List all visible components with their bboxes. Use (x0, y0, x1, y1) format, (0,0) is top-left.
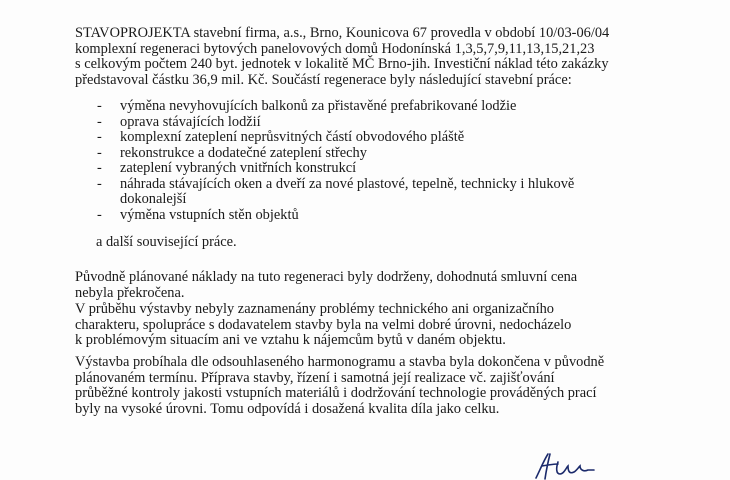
intro-line: představoval částku 36,9 mil. Kč. Součástí regenerace byly následující stavební práce: (75, 71, 572, 88)
cooperation-paragraph: V průběhu výstavby nebyly zaznamenány problémy technického ani organizačního charakteru, spolupráce s dodavatelem stavby byla na velmi dobré úrovni, nedocházelo k problémovým situacím ani ve vztahu k nájemcům bytů v daném objektu. (75, 301, 572, 348)
schedule-paragraph: Výstavba probíhala dle odsouhlaseného harmonogramu a stavba byla dokončena v původně plánovaném termínu. Příprava stavby, řízení i samotná její realizace vč. zajišťování průběžné kontroly jakosti vstupních materiálů i dodržování technologie prováděných prací byly na vysoké úrovni. Tomu odpovídá i dosažená kvalita díla jako celku. (75, 354, 605, 417)
list-item: - zateplení vybraných vnitřních konstrukcí (97, 160, 357, 176)
list-item: - výměna nevyhovujících balkonů za přistavěné prefabrikované lodžie (97, 98, 517, 114)
intro-paragraph (75, 26, 645, 88)
works-list (75, 99, 645, 223)
list-item: - komplexní zateplení neprůsvitných částí obvodového pláště (97, 129, 465, 145)
list-item: - náhrada stávajících oken a dveří za nové plastové, tepelně, technicky i hlukově dokonalejší (97, 175, 575, 207)
signature (528, 452, 608, 480)
list-item: - rekonstrukce a dodatečné zateplení střechy (97, 144, 367, 161)
intro-line: s celkovým počtem 240 byt. jednotek v lokalitě MČ Brno-jih. Investiční náklad této zakázky (75, 56, 609, 72)
after-list-text: a další související práce. (96, 234, 237, 250)
list-item: - oprava stávajících lodžií (97, 113, 261, 130)
intro-line: komplexní regeneraci bytových panelovových domů Hodonínská 1,3,5,7,9,11,13,15,21,23 (75, 40, 595, 57)
costs-paragraph: Původně plánované náklady na tuto regeneraci byly dodrženy, dohodnutá smluvní cena nebyla překročena. (75, 269, 578, 301)
list-item: - výměna vstupních stěn objektů (97, 206, 299, 223)
intro-line: STAVOPROJEKTA stavební firma, a.s., Brno, Kounicova 67 provedla v období 10/03-06/04 (75, 25, 610, 41)
